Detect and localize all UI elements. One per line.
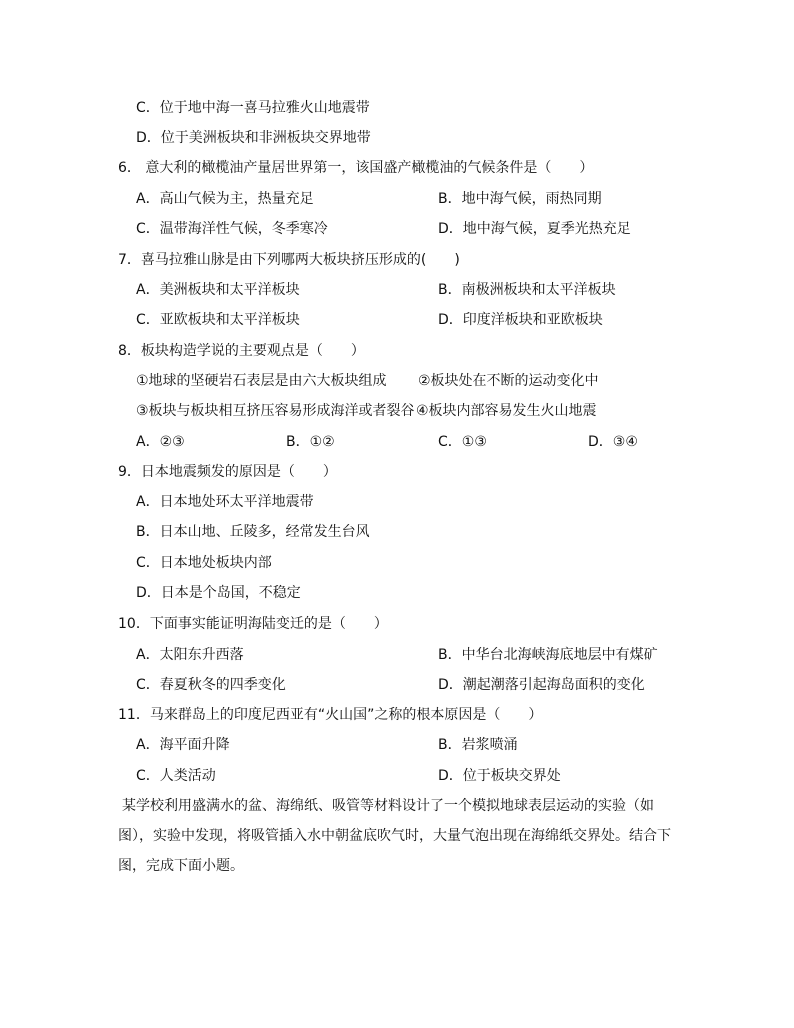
q6-option-b: B．地中海气候，雨热同期: [438, 191, 602, 207]
q8-option-c: C．①③: [438, 434, 487, 450]
q7-option-b: B．南极洲板块和太平洋板块: [438, 282, 616, 298]
q11-option-c: C．人类活动: [136, 768, 216, 784]
q7-option-d: D．印度洋板块和亚欧板块: [438, 312, 603, 328]
q6-option-c: C．温带海洋性气候，冬季寒冷: [136, 221, 328, 237]
q8-statement-1: ①地球的坚硬岩石表层是由六大板块组成: [136, 373, 387, 389]
q7-option-a: A．美洲板块和太平洋板块: [136, 282, 300, 298]
q10-option-a: A．太阳东升西落: [136, 647, 244, 663]
q9-option-b: B．日本山地、丘陵多，经常发生台风: [136, 524, 370, 540]
q11-option-b: B．岩浆喷涌: [438, 737, 518, 753]
q5-option-d: D．位于美洲板块和非洲板块交界地带: [136, 130, 371, 146]
q9-option-d: D．日本是个岛国，不稳定: [136, 585, 301, 601]
q8-option-d: D．③④: [588, 434, 638, 450]
question-7: 7．喜马拉雅山脉是由下列哪两大板块挤压形成的( ): [118, 252, 460, 268]
q7-option-c: C．亚欧板块和太平洋板块: [136, 312, 300, 328]
q6-option-d: D．地中海气候，夏季光热充足: [438, 221, 631, 237]
question-11: 11．马来群岛上的印度尼西亚有“火山国”之称的根本原因是（ ）: [118, 707, 543, 723]
q11-option-a: A．海平面升降: [136, 737, 230, 753]
q10-option-b: B．中华台北海峡海底地层中有煤矿: [438, 647, 658, 663]
q10-option-c: C．春夏秋冬的四季变化: [136, 677, 286, 693]
q8-option-b: B．①②: [286, 434, 335, 450]
question-6: 6． 意大利的橄榄油产量居世界第一，该国盛产橄榄油的气候条件是（ ）: [118, 160, 594, 176]
question-10: 10．下面事实能证明海陆变迁的是（ ）: [118, 616, 388, 632]
q5-option-c: C．位于地中海一喜马拉雅火山地震带: [136, 100, 370, 116]
q9-option-a: A．日本地处环太平洋地震带: [136, 494, 314, 510]
question-8: 8．板块构造学说的主要观点是（ ）: [118, 343, 365, 359]
q10-option-d: D．潮起潮落引起海岛面积的变化: [438, 677, 645, 693]
q8-statement-2: ②板块处在不断的运动变化中: [418, 373, 599, 389]
experiment-passage: 某学校利用盛满水的盆、海绵纸、吸管等材料设计了一个模拟地球表层运动的实验（如图），实验中发现，将吸管插入水中朝盆底吹气时，大量气泡出现在海绵纸交界处。结合下图，完成下面小题。: [118, 798, 671, 874]
q8-statement-3: ③板块与板块相互挤压容易形成海洋或者裂谷: [136, 403, 415, 419]
q11-option-d: D．位于板块交界处: [438, 768, 561, 784]
question-9: 9．日本地震频发的原因是（ ）: [118, 464, 337, 480]
q8-statement-4: ④板块内部容易发生火山地震: [416, 403, 597, 419]
q6-option-a: A．高山气候为主，热量充足: [136, 191, 314, 207]
q8-option-a: A．②③: [136, 434, 185, 450]
q9-option-c: C．日本地处板块内部: [136, 555, 272, 571]
